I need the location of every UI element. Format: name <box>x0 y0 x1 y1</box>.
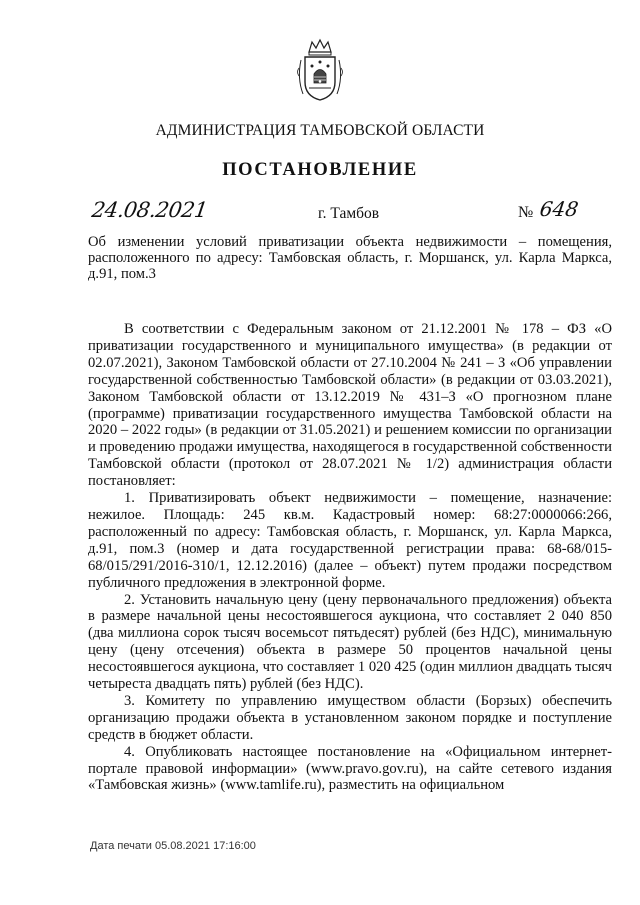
item-3-paragraph: 3. Комитету по управлению имуществом области (Борзых) обеспечить организацию продажи объекта в установленном законом порядке и поступление средств в бюджет области. <box>88 692 612 743</box>
item-1-paragraph: 1. Приватизировать объект недвижимости – помещение, назначение: нежилое. Площадь: 245 кв.м. Кадастровый номер: 68:27:0000066:266, расположенный по адресу: Тамбовская область, г. Моршанск, ул. Карла Маркса, д.91, пом.3 (номер и дата государственной регистрации права: 68-68/015-68/015/291/2016-310/1, 12.12.2016) (далее – объект) путем продажи посредством публичного предложения в электронной форме. <box>88 490 612 591</box>
handwritten-date: 24.08.2021 <box>90 198 209 222</box>
document-type-title: ПОСТАНОВЛЕНИЕ <box>222 160 418 180</box>
document-body <box>88 321 612 794</box>
city-label: г. Тамбов <box>318 205 380 222</box>
print-date-footer: Дата печати 05.08.2021 17:16:00 <box>90 840 256 852</box>
handwritten-number: 648 <box>538 197 580 221</box>
item-4-paragraph: 4. Опубликовать настоящее постановление на «Официальном интернет-портале правовой информации» (www.pravo.gov.ru), на сайте сетевого издания «Тамбовская жизнь» (www.tamlife.ru), разместить на официальном <box>88 743 612 794</box>
preamble-paragraph: В соответствии с Федеральным законом от 21.12.2001 № 178 – ФЗ «О приватизации государственного и муниципального имущества» (в редакции от 02.07.2021), Законом Тамбовской области от 27.10.2004 № 241 – З «Об управлении государственной собственностью Тамбовской области» (в редакции от 03.03.2021), Законом Тамбовской области от 13.12.2019 № 431–З «О прогнозном плане (программе) приватизации государственного имущества Тамбовской области на 2020 – 2022 годы» (в редакции от 31.05.2021) и решением комиссии по организации и проведению продажи имущества, находящегося в государственной собственности Тамбовской области (протокол от 28.07.2021 № 1/2) администрация области постановляет: <box>88 321 612 490</box>
document-subject: Об изменении условий приватизации объекта недвижимости – помещения, расположенного по адресу: Тамбовская область, г. Моршанск, ул. Карла Маркса, д.91, пом.3 <box>88 234 612 282</box>
organization-name: АДМИНИСТРАЦИЯ ТАМБОВСКОЙ ОБЛАСТИ <box>155 122 485 139</box>
number-label: № <box>518 204 534 221</box>
coat-of-arms-emblem <box>295 38 345 102</box>
item-2-paragraph: 2. Установить начальную цену (цену первоначального предложения) объекта в размере начальной цены несостоявшегося аукциона, что составляет 2 040 850 (два миллиона сорок тысяч восемьсот пятьдесят) рублей (без НДС), минимальную цену (цену отсечения) объекта в размере 50 процентов начальной цены несостоявшегося аукциона, что составляет 1 020 425 (один миллион двадцать тысяч четыреста двадцать пять) рублей (без НДС). <box>88 591 612 693</box>
